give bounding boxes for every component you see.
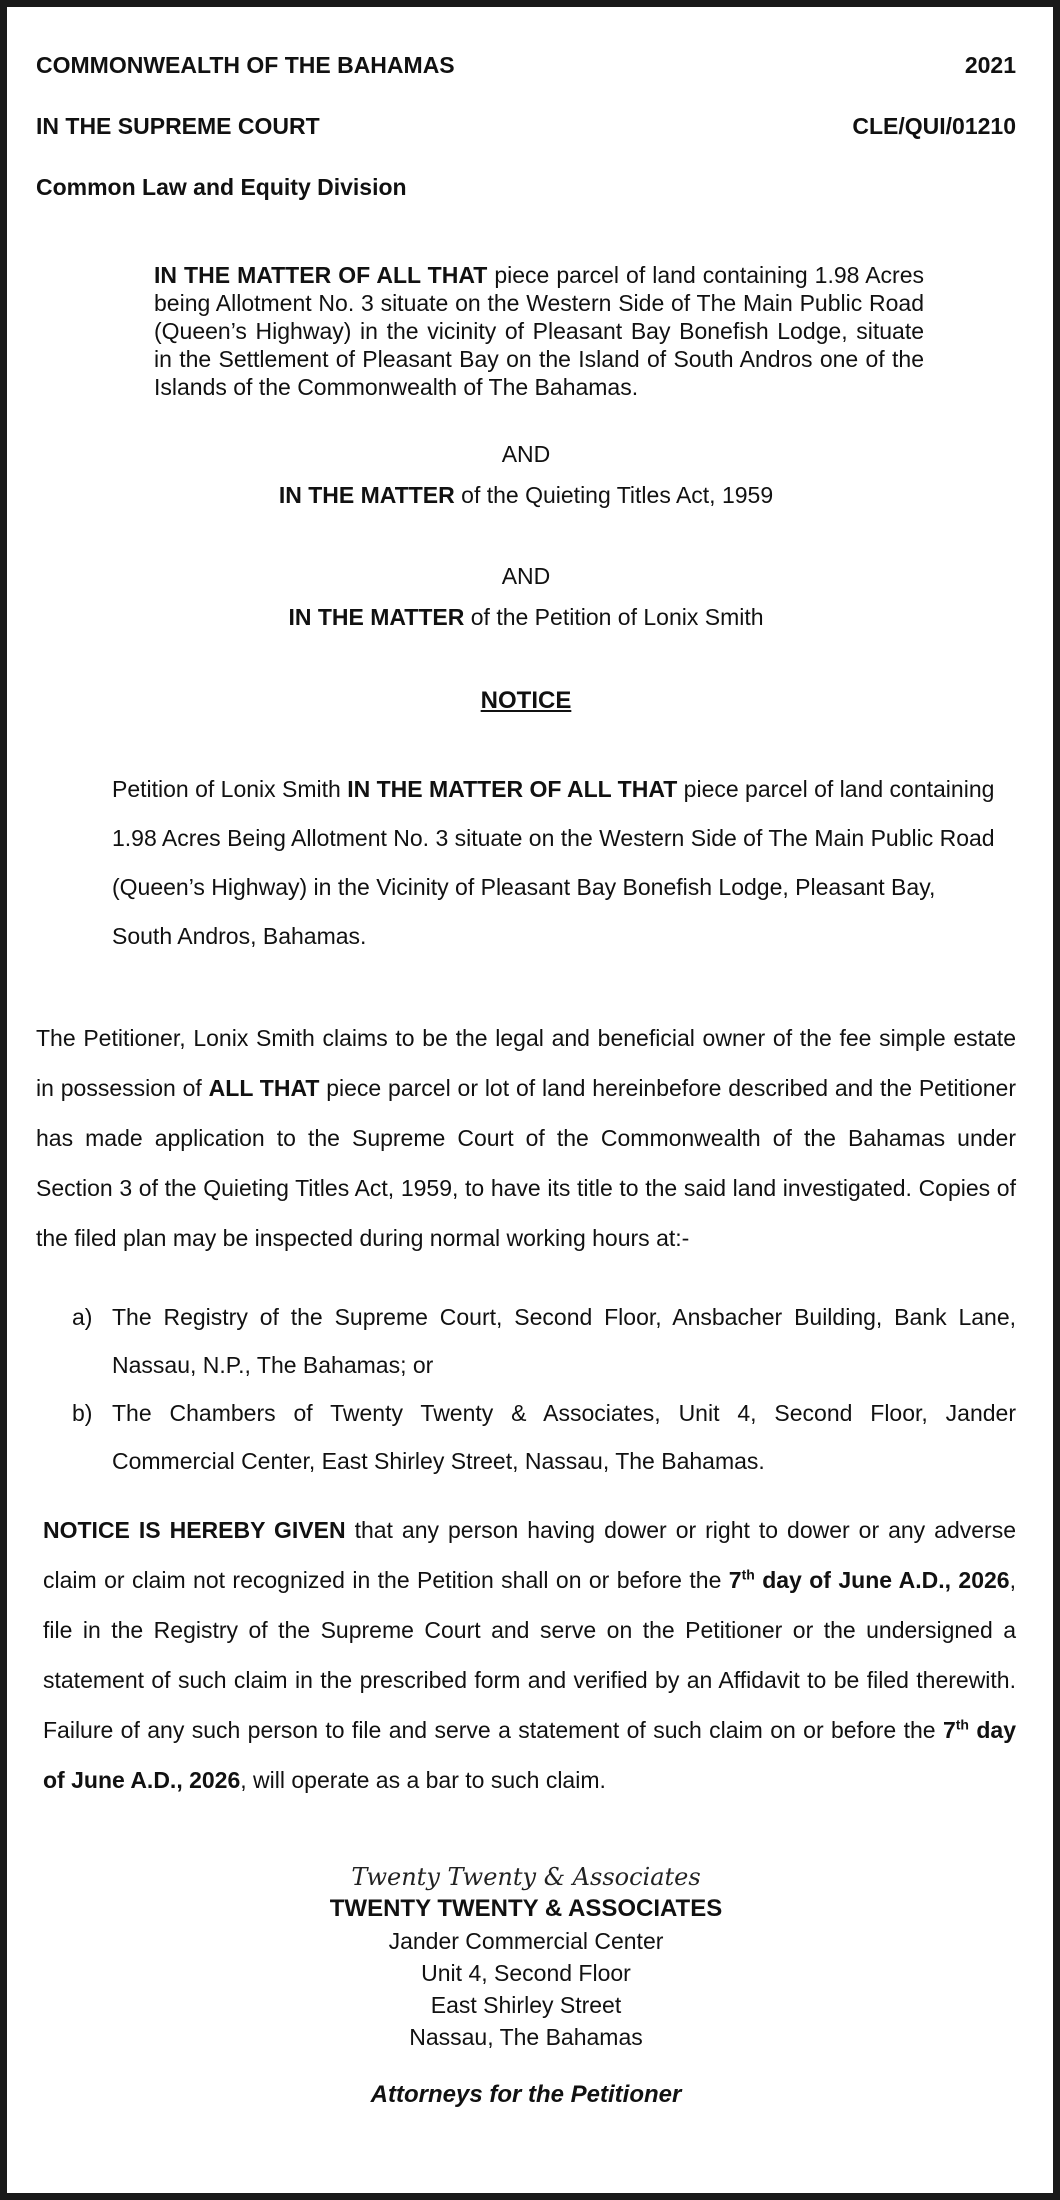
script-signature: Twenty Twenty & Associates <box>351 1863 701 1891</box>
matter-land <box>154 261 924 401</box>
notice-text-2: , file in the Registry of the Supreme Court and serve on the Petitioner or the undersigned a statement of such claim in the prescribed form and verified by an Affidavit to be filed therewith. Failure of any such person to file and serve a statement of such claim on or before the <box>43 1567 1016 1743</box>
date-day: 7 <box>942 1717 956 1743</box>
claim-lead: The Petitioner, Lonix Smith claims to be the legal and beneficial owner of the fee simple estate in possession of <box>36 1025 1016 1101</box>
petition-text: piece parcel of land containing 1.98 Acres Being Allotment No. 3 situate on the Western Side of The Main Public Road (Queen’s Highway) in the Vicinity of Pleasant Bay Bonefish Lodge, Pleasant Bay, South Andros, Bahamas. <box>112 776 995 949</box>
case-number: CLE/QUI/01210 <box>852 113 1016 139</box>
matter-land-bold: IN THE MATTER OF ALL THAT <box>154 262 488 288</box>
claim-paragraph <box>36 1013 1016 1263</box>
list-item <box>36 1293 1016 1389</box>
address-line: Jander Commercial Center <box>388 1928 664 1954</box>
division: Common Law and Equity Division <box>36 174 407 200</box>
matter-act-text: of the Quieting Titles Act, 1959 <box>454 482 774 508</box>
and-separator-1: AND <box>501 441 551 467</box>
date-sup: th <box>741 1566 755 1583</box>
address-line: East Shirley Street <box>430 1992 622 2018</box>
claim-bold: ALL THAT <box>208 1075 320 1101</box>
firm-name: TWENTY TWENTY & ASSOCIATES <box>329 1895 723 1922</box>
notice-text-3: , will operate as a bar to such claim. <box>240 1767 606 1793</box>
petition-lead: Petition of Lonix Smith <box>112 776 348 802</box>
claim-text: piece parcel or lot of land hereinbefore described and the Petitioner has made application to the Supreme Court of the Commonwealth of the Bahamas under Section 3 of the Quieting Titles Act, 1959, to have its title to the said land investigated. Copies of the filed plan may be inspected during normal working hours at:- <box>36 1075 1017 1251</box>
date-day: 7 <box>728 1567 742 1593</box>
date-rest: day of June A.D., 2026 <box>43 1717 1016 1793</box>
court: IN THE SUPREME COURT <box>36 113 320 139</box>
matter-petition-text: of the Petition of Lonix Smith <box>464 604 764 630</box>
attorneys-role: Attorneys for the Petitioner <box>370 2081 682 2108</box>
matter-land-text: piece parcel of land containing 1.98 Acres being Allotment No. 3 situate on the Western Side of The Main Public Road (Queen’s Highway) in the vicinity of Pleasant Bay Bonefish Lodge, situate in the Settlement of Pleasant Bay on the Island of South Andros one of the Islands of the Commonwealth of The Bahamas. <box>154 262 924 400</box>
list-marker: a) <box>72 1304 93 1330</box>
header-row-1 <box>36 52 1016 79</box>
address-line: Unit 4, Second Floor <box>421 1960 631 1986</box>
list-item-text: The Chambers of Twenty Twenty & Associates, Unit 4, Second Floor, Jander Commercial Center, East Shirley Street, Nassau, The Bahamas. <box>112 1400 1016 1474</box>
notice-bold-lead: NOTICE IS HEREBY GIVEN <box>43 1517 346 1543</box>
matter-act <box>36 482 1016 509</box>
deadline-date-1 <box>729 1567 1010 1593</box>
list-item <box>36 1389 1016 1485</box>
notice-text-1: that any person having dower or right to dower or any adverse claim or claim not recognized in the Petition shall on or before the <box>43 1517 1016 1593</box>
notice-paragraph <box>43 1505 1016 1805</box>
header-row-2 <box>36 113 1016 140</box>
matter-petition <box>36 604 1016 631</box>
date-rest: day of June A.D., 2026 <box>754 1567 1010 1593</box>
list-item-text: The Registry of the Supreme Court, Second Floor, Ansbacher Building, Bank Lane, Nassau, N.P., The Bahamas; or <box>112 1304 1016 1378</box>
and-separator-2: AND <box>501 563 551 589</box>
year: 2021 <box>964 52 1016 78</box>
petition-bold: IN THE MATTER OF ALL THAT <box>347 776 678 802</box>
signature-block <box>36 1861 1016 2053</box>
inspection-locations <box>36 1293 1016 1485</box>
jurisdiction: COMMONWEALTH OF THE BAHAMAS <box>36 52 455 78</box>
date-sup: th <box>955 1716 969 1733</box>
matter-petition-bold: IN THE MATTER <box>288 604 465 630</box>
address-line: Nassau, The Bahamas <box>409 2024 643 2050</box>
notice-title: NOTICE <box>480 687 572 714</box>
petition-paragraph <box>112 765 1000 961</box>
matter-act-bold: IN THE MATTER <box>278 482 455 508</box>
legal-notice <box>36 52 1016 2109</box>
list-marker: b) <box>72 1400 93 1426</box>
